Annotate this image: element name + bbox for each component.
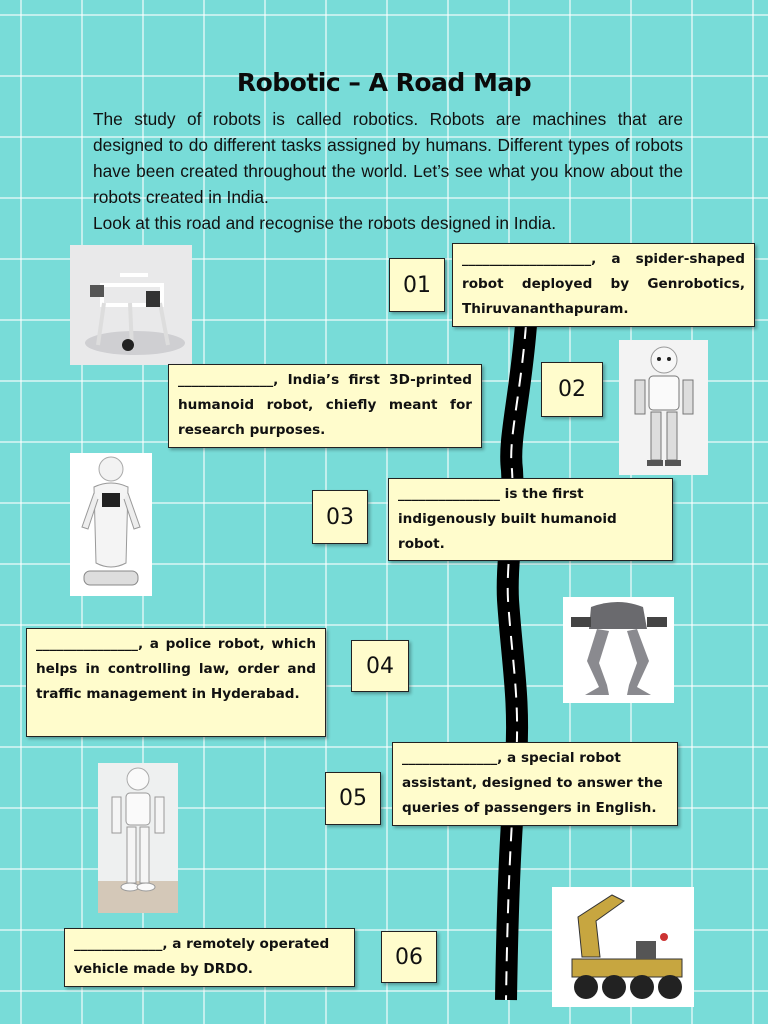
drdo-vehicle-image <box>552 887 694 1007</box>
white-service-robot-icon <box>70 453 152 596</box>
humanoid-robot-image <box>619 340 708 475</box>
intro-instruction: Look at this road and recognise the robots designed in India. <box>93 213 557 233</box>
item-number-02: 02 <box>541 362 603 417</box>
assistant-robot-image <box>98 763 178 913</box>
police-robot-icon <box>563 597 674 703</box>
item-text-04: _______________, a police robot, which helps in controlling law, order and traffic management in Hyderabad. <box>26 628 326 737</box>
intro-paragraph: The study of robots is called robotics. Robots are machines that are designed to do different tasks assigned by humans. Different types of robots have been created throughout the world. Let’s see what you know about the robots created in India. <box>93 109 683 207</box>
assistant-robot-icon <box>98 763 178 913</box>
item-text-01: ___________________, a spider-shaped robot deployed by Genrobotics, Thiruvananthapuram. <box>452 243 755 327</box>
item-number-04: 04 <box>351 640 409 692</box>
item-number-01: 01 <box>389 258 445 312</box>
humanoid-robot-icon <box>619 340 708 475</box>
white-service-robot-image <box>70 453 152 596</box>
item-number-06: 06 <box>381 931 437 983</box>
item-number-03: 03 <box>312 490 368 544</box>
page-title: Robotic – A Road Map <box>236 68 532 97</box>
police-robot-image <box>563 597 674 703</box>
item-text-06: _____________, a remotely operated vehicle made by DRDO. <box>64 928 355 987</box>
item-text-05: ______________, a special robot assistant, designed to answer the queries of passengers in English. <box>392 742 678 826</box>
drdo-vehicle-icon <box>552 887 694 1007</box>
item-number-05: 05 <box>325 772 381 825</box>
spider-robot-image <box>70 245 192 365</box>
item-text-02: ______________, India’s first 3D-printed humanoid robot, chiefly meant for research purposes. <box>168 364 482 448</box>
spider-robot-icon <box>70 245 192 365</box>
item-text-03: _______________ is the first indigenously built humanoid robot. <box>388 478 673 561</box>
